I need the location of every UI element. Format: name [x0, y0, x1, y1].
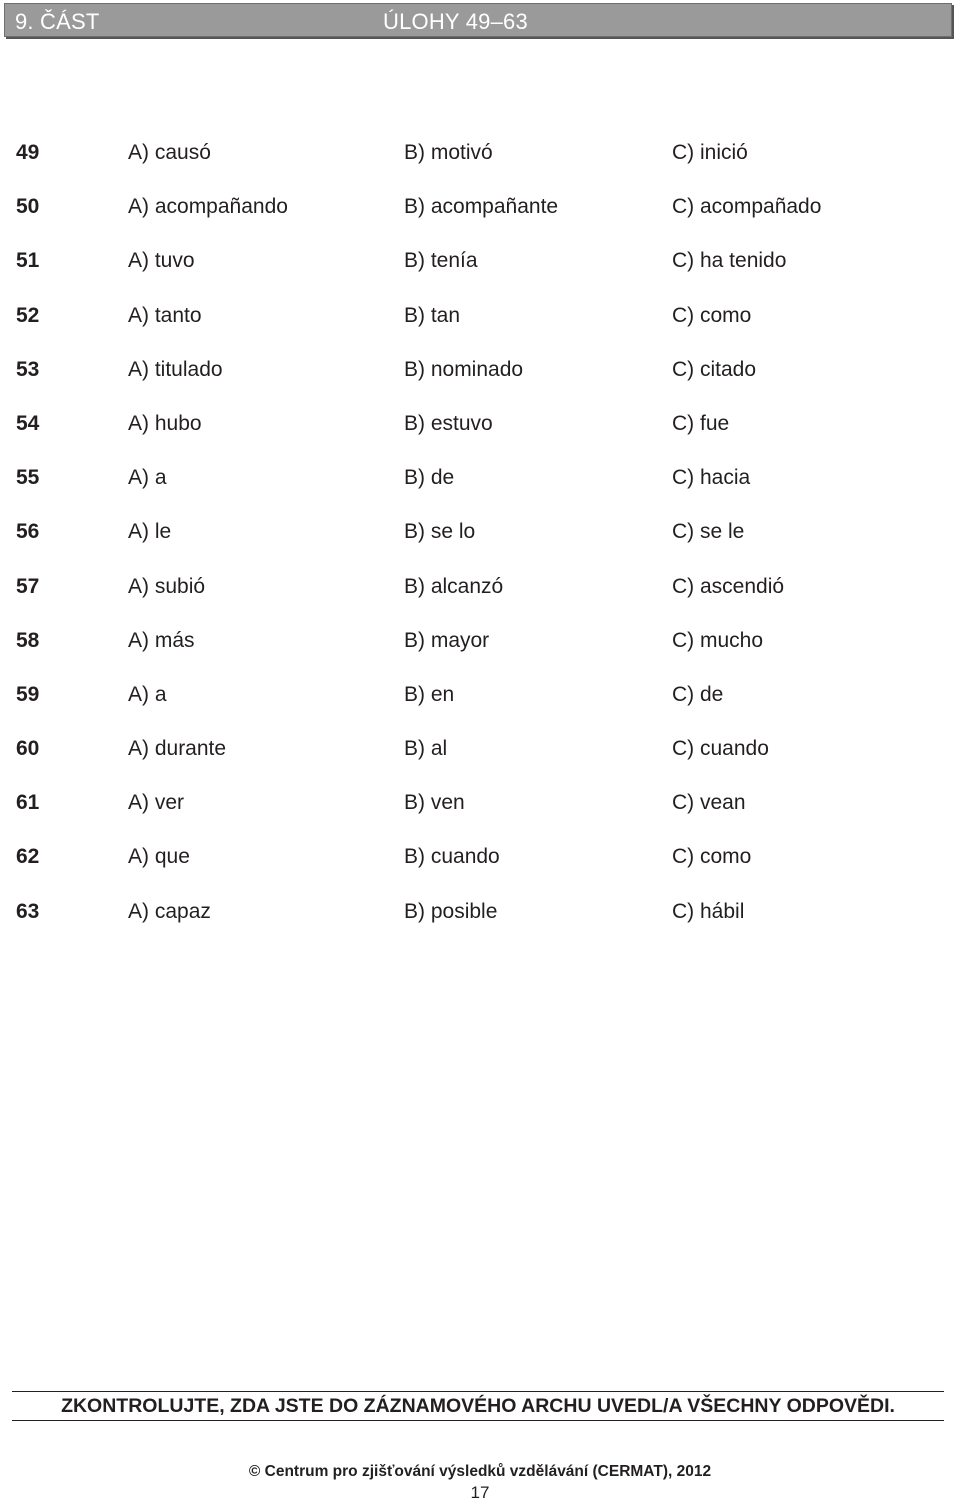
option-c: C) cuando: [672, 737, 769, 761]
option-a: A) a: [128, 466, 167, 490]
option-c: C) inició: [672, 141, 748, 164]
option-a: A) durante: [128, 737, 227, 761]
option-b: B) acompañante: [404, 195, 559, 219]
option-c: C) como: [672, 845, 752, 869]
option-c: C) de: [672, 682, 724, 706]
question-row: [0, 731, 960, 785]
question-row: [0, 135, 960, 189]
question-number: 51: [16, 249, 40, 273]
question-row: [0, 785, 960, 839]
option-a: A) hubo: [128, 411, 202, 435]
option-b: B) nominado: [404, 357, 524, 381]
question-number: 53: [16, 357, 40, 381]
option-c: C) fue: [672, 411, 730, 435]
question-row: [0, 623, 960, 677]
question-number: 49: [16, 141, 40, 164]
option-a: A) ver: [128, 791, 185, 815]
question-number: 52: [16, 303, 40, 327]
option-c: C) como: [672, 303, 752, 327]
section-header: [4, 3, 952, 37]
option-a: A) causó: [128, 141, 211, 164]
option-c: C) vean: [672, 791, 746, 815]
option-a: A) capaz: [128, 899, 211, 923]
option-a: A) le: [128, 520, 172, 544]
question-number: 50: [16, 195, 40, 219]
option-c: C) hábil: [672, 899, 745, 923]
option-b: B) de: [404, 466, 455, 490]
option-b: B) alcanzó: [404, 574, 504, 598]
option-b: B) se lo: [404, 520, 476, 544]
question-number: 56: [16, 520, 40, 544]
option-b: B) ven: [404, 791, 465, 815]
option-a: A) acompañando: [128, 195, 288, 219]
question-number: 62: [16, 845, 40, 869]
option-a: A) tanto: [128, 303, 202, 327]
question-row: [0, 839, 960, 893]
question-number: 59: [16, 682, 40, 706]
question-row: [0, 514, 960, 568]
copyright-notice: © Centrum pro zjišťování výsledků vzdělávání (CERMAT), 2012: [248, 1463, 712, 1480]
option-c: C) ha tenido: [672, 249, 787, 273]
option-a: A) a: [128, 682, 167, 706]
question-number: 57: [16, 574, 40, 598]
option-c: C) ascendió: [672, 574, 785, 598]
option-c: C) se le: [672, 520, 745, 544]
question-row: [0, 894, 960, 948]
option-b: B) posible: [404, 899, 498, 923]
question-row: [0, 460, 960, 514]
question-list: [0, 135, 960, 948]
question-number: 58: [16, 628, 40, 652]
question-number: 54: [16, 411, 40, 435]
option-a: A) tuvo: [128, 249, 195, 273]
option-c: C) mucho: [672, 628, 764, 652]
question-row: [0, 189, 960, 243]
option-b: B) motivó: [404, 141, 493, 164]
option-a: A) titulado: [128, 357, 223, 381]
option-b: B) al: [404, 737, 448, 761]
question-row: [0, 677, 960, 731]
option-b: B) en: [404, 682, 455, 706]
option-a: A) que: [128, 845, 190, 869]
option-c: C) citado: [672, 357, 757, 381]
option-b: B) tan: [404, 303, 461, 327]
section-number: 9. ČÁST: [15, 9, 100, 34]
question-number: 55: [16, 466, 40, 490]
option-b: B) estuvo: [404, 411, 493, 435]
page-number: 17: [470, 1483, 490, 1502]
question-number: 63: [16, 899, 40, 923]
question-row: [0, 569, 960, 623]
question-row: [0, 298, 960, 352]
option-c: C) hacia: [672, 466, 751, 490]
option-b: B) mayor: [404, 628, 490, 652]
question-row: [0, 243, 960, 297]
question-number: 60: [16, 737, 40, 761]
option-b: B) cuando: [404, 845, 500, 869]
question-number: 61: [16, 791, 40, 815]
option-c: C) acompañado: [672, 195, 822, 219]
option-a: A) más: [128, 628, 195, 652]
final-check-notice: ZKONTROLUJTE, ZDA JSTE DO ZÁZNAMOVÉHO ARCHU UVEDL/A VŠECHNY ODPOVĚDI.: [12, 1391, 944, 1421]
question-row: [0, 352, 960, 406]
question-row: [0, 406, 960, 460]
option-a: A) subió: [128, 574, 206, 598]
section-title: ÚLOHY 49–63: [383, 9, 528, 34]
option-b: B) tenía: [404, 249, 478, 273]
